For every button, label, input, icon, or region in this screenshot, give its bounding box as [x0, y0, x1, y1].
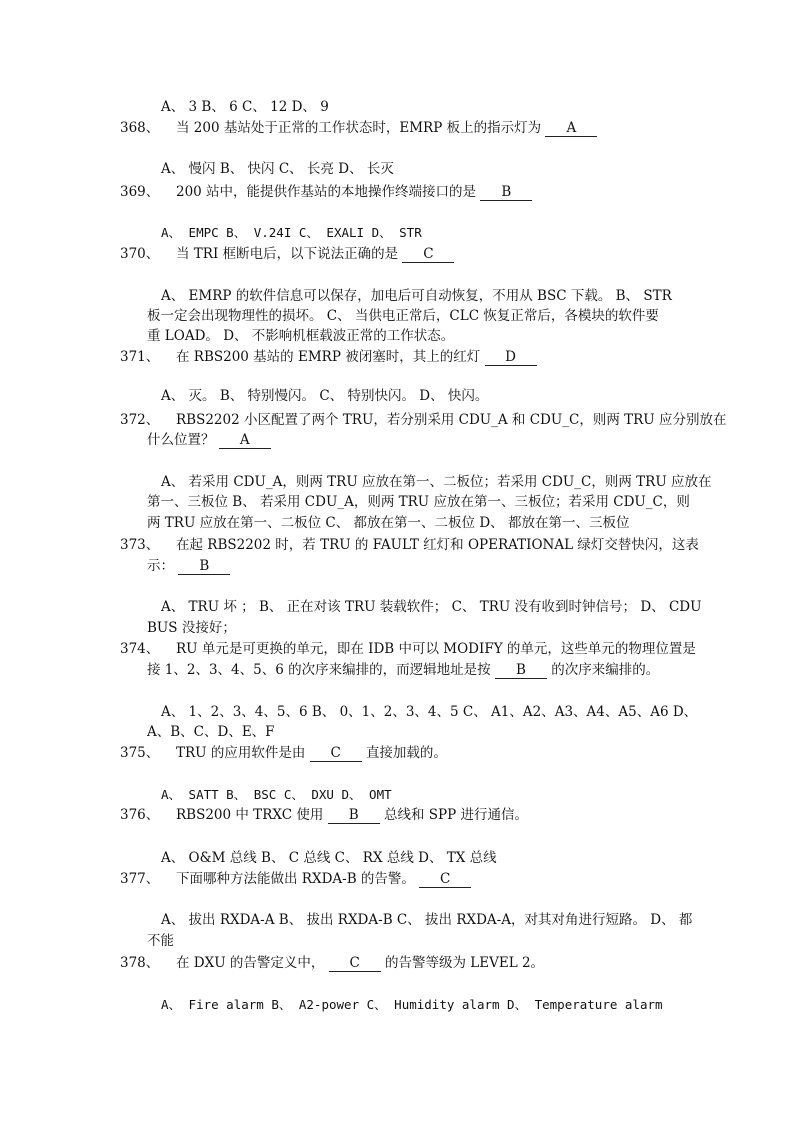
q368-question	[120, 119, 597, 137]
q368-options: A、 慢闪 B、 快闪 C、 长亮 D、 长灭	[161, 161, 394, 177]
question-number: 371、	[120, 349, 160, 365]
question-text-cont: 什么位置？	[147, 432, 215, 448]
answer-blank: C	[329, 956, 381, 972]
question-text: 当 200 基站处于正常的工作状态时，EMRP 板上的指示灯为	[176, 120, 542, 136]
question-number: 370、	[120, 246, 160, 262]
q370-options-line-3: 重 LOAD。 D、 不影响机框载波正常的工作状态。	[147, 328, 455, 344]
q373-options-line-2: BUS 没接好；	[147, 620, 236, 636]
q369-options: A、 EMPC B、 V.24I C、 EXALI D、 STR	[161, 225, 422, 240]
answer-blank: B	[495, 663, 547, 679]
q370-question	[120, 245, 454, 263]
q371-options: A、 灭。 B、 特别慢闪。 C、 特别快闪。 D、 快闪。	[161, 388, 489, 404]
answer-blank: C	[402, 247, 454, 263]
q377-question	[120, 870, 471, 888]
question-text: 在 RBS200 基站的 EMRP 被闭塞时，其上的红灯	[176, 349, 481, 365]
question-text: 在 DXU 的告警定义中，	[176, 955, 325, 971]
question-text: 在起 RBS2202 时，若 TRU 的 FAULT 红灯和 OPERATIONAL 绿灯交替快闪，这表	[176, 537, 699, 553]
q372-options-line-1: A、 若采用 CDU_A，则两 TRU 应放在第一、二板位；若采用 CDU_C，则两 TRU 应放在	[161, 474, 712, 490]
question-number: 372、	[120, 412, 160, 428]
question-text-end: 的次序来编排的。	[551, 662, 660, 678]
question-number: 369、	[120, 184, 160, 200]
question-text: RU 单元是可更换的单元，即在 IDB 中可以 MODIFY 的单元，这些单元的物理位置是	[176, 641, 696, 657]
question-text: 当 TRI 框断电后，以下说法正确的是	[176, 246, 399, 262]
question-text-end: 的告警等级为 LEVEL 2。	[385, 955, 545, 971]
q370-options-line-1: A、 EMRP 的软件信息可以保存，加电后可自动恢复，不用从 BSC 下载。 B、 STR	[161, 288, 672, 304]
q374-options-line-2: A、B、C、D、E、F	[147, 724, 275, 740]
q373-question-cont	[147, 557, 230, 575]
q375-question	[120, 744, 447, 762]
question-number: 377、	[120, 871, 160, 887]
question-text-cont: 示：	[147, 558, 174, 574]
q371-question	[120, 348, 537, 366]
question-number: 373、	[120, 537, 160, 553]
answer-blank: C	[419, 872, 471, 888]
question-text-end: 总线和 SPP 进行通信。	[383, 807, 528, 823]
q372-options-line-2: 第一、三板位 B、 若采用 CDU_A，则两 TRU 应放在第一、三板位；若采用 CDU_C，则	[147, 494, 690, 510]
q374-options-line-1: A、 1、2、3、4、5、6 B、 0、1、2、3、4、5 C、 A1、A2、A3、A4、A5、A6 D、	[161, 704, 698, 720]
q376-options: A、 O&M 总线 B、 C 总线 C、 RX 总线 D、 TX 总线	[161, 850, 497, 866]
q376-question	[120, 806, 528, 824]
question-number: 375、	[120, 745, 160, 761]
q369-question	[120, 183, 532, 201]
answer-blank: A	[545, 121, 597, 137]
q372-options-line-3: 两 TRU 应放在第一、二板位 C、 都放在第一、二板位 D、 都放在第一、三板位	[147, 515, 630, 531]
q374-question-cont	[147, 661, 659, 679]
question-text: 200 站中，能提供作基站的本地操作终端接口的是	[176, 184, 477, 200]
question-text-cont: 接 1、2、3、4、5、6 的次序来编排的，而逻辑地址是按	[147, 662, 491, 678]
question-number: 374、	[120, 641, 160, 657]
answer-blank: B	[328, 808, 380, 824]
q372-question-cont	[147, 431, 271, 449]
question-number: 368、	[120, 120, 160, 136]
q378-question	[120, 954, 544, 972]
question-text: TRU 的应用软件是由	[176, 745, 306, 761]
answer-blank: D	[485, 350, 537, 366]
q367-options: A、 3 B、 6 C、 12 D、 9	[161, 99, 329, 115]
q373-options-line-1: A、 TRU 坏 ； B、 正在对该 TRU 装载软件； C、 TRU 没有收到时钟信号； D、 CDU	[161, 599, 702, 615]
q375-options: A、 SATT B、 BSC C、 DXU D、 OMT	[161, 787, 392, 802]
question-text: 下面哪种方法能做出 RXDA-B 的告警。	[176, 871, 415, 887]
q377-options-line-2: 不能	[147, 933, 174, 949]
q373-question	[120, 536, 699, 554]
q374-question	[120, 640, 696, 658]
q377-options-line-1: A、 拔出 RXDA-A B、 拔出 RXDA-B C、 拔出 RXDA-A，对其对角进行短路。 D、 都	[161, 912, 693, 928]
answer-blank: B	[178, 559, 230, 575]
question-text-end: 直接加载的。	[365, 745, 447, 761]
question-number: 376、	[120, 807, 160, 823]
question-text: RBS200 中 TRXC 使用	[176, 807, 324, 823]
answer-blank: C	[310, 746, 362, 762]
q370-options-line-2: 板一定会出现物理性的损坏。 C、 当供电正常后，CLC 恢复正常后，各模块的软件要	[147, 308, 659, 324]
answer-blank: B	[480, 185, 532, 201]
question-text: RBS2202 小区配置了两个 TRU，若分别采用 CDU_A 和 CDU_C，则两 TRU 应分别放在	[176, 412, 727, 428]
q372-question	[120, 411, 726, 429]
answer-blank: A	[219, 433, 271, 449]
q378-options: A、 Fire alarm B、 A2-power C、 Humidity alarm D、 Temperature alarm	[161, 997, 663, 1012]
question-number: 378、	[120, 955, 160, 971]
